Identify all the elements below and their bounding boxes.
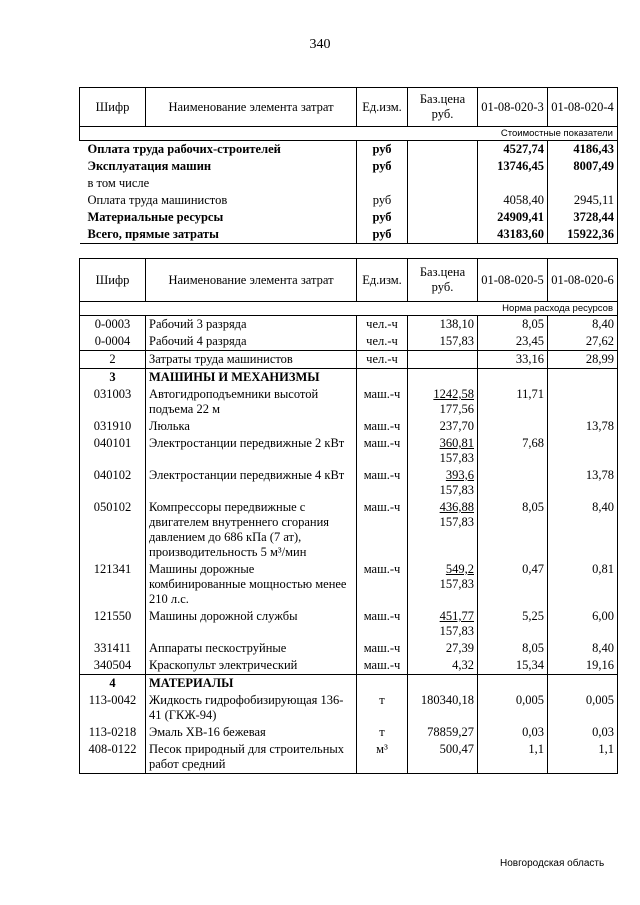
cell-unit: руб <box>357 158 408 175</box>
cell-unit <box>357 675 408 693</box>
header-row <box>80 88 618 127</box>
machinist-wage-value: 177,56 <box>439 402 474 416</box>
cell-base-price <box>408 657 478 675</box>
table-row <box>80 141 618 159</box>
cell-value-1: 15,34 <box>478 657 548 675</box>
machinist-wage-value: 157,83 <box>439 515 474 529</box>
header-col2: 01-08-020-6 <box>548 259 618 302</box>
cell-unit: т <box>357 724 408 741</box>
cell-base-price <box>408 675 478 693</box>
cell-unit: маш.-ч <box>357 418 408 435</box>
machinist-wage-value: 157,83 <box>439 624 474 638</box>
base-price-value: 393,6 <box>445 468 474 482</box>
cell-unit <box>357 369 408 387</box>
cell-value-1 <box>478 467 548 499</box>
cell-base-price <box>408 741 478 774</box>
table-row <box>80 499 618 561</box>
cell-value-2: 0,03 <box>548 724 618 741</box>
header-code: Шифр <box>80 259 146 302</box>
cell-code: 050102 <box>80 499 146 561</box>
base-price-value: 78859,27 <box>427 725 474 739</box>
cell-code: 031910 <box>80 418 146 435</box>
cell-value-1: 5,25 <box>478 608 548 640</box>
table-row <box>80 351 618 369</box>
cell-base-price <box>408 640 478 657</box>
base-price-value: 27,39 <box>445 641 474 655</box>
table-row <box>80 175 618 192</box>
cell-value-2: 6,00 <box>548 608 618 640</box>
cell-code: 113-0218 <box>80 724 146 741</box>
cell-value-1 <box>478 369 548 387</box>
cell-name: Оплата труда машинистов <box>80 192 357 209</box>
cell-value-1 <box>478 418 548 435</box>
cell-name: Оплата труда рабочих-строителей <box>80 141 357 159</box>
cell-value-1: 4058,40 <box>478 192 548 209</box>
cell-value-1 <box>478 675 548 693</box>
cell-name: Жидкость гидрофобизирующая 136-41 (ГКЖ-94) <box>146 692 357 724</box>
subheader-label: Норма расхода ресурсов <box>80 302 618 316</box>
cell-code: 3 <box>80 369 146 387</box>
table-row <box>80 692 618 724</box>
subheader-row <box>80 127 618 141</box>
cell-base-price <box>408 141 478 159</box>
cost-indicators-table <box>79 87 618 244</box>
cell-unit: маш.-ч <box>357 657 408 675</box>
cell-code: 040102 <box>80 467 146 499</box>
cell-base-price <box>408 608 478 640</box>
table-row <box>80 724 618 741</box>
cell-unit: маш.-ч <box>357 608 408 640</box>
cell-value-1: 0,47 <box>478 561 548 608</box>
cell-code: 040101 <box>80 435 146 467</box>
cell-value-1: 11,71 <box>478 386 548 418</box>
cell-name: Рабочий 4 разряда <box>146 333 357 351</box>
base-price-value: 500,47 <box>439 742 474 756</box>
table-row <box>80 741 618 774</box>
cell-base-price <box>408 316 478 334</box>
cell-name: в том числе <box>80 175 357 192</box>
table-row <box>80 467 618 499</box>
cell-name: Компрессоры передвижные с двигателем внутреннего сгорания давлением до 686 кПа (7 ат), производительность 5 м³/мин <box>146 499 357 561</box>
cell-name: МАШИНЫ И МЕХАНИЗМЫ <box>146 369 357 387</box>
cell-code: 2 <box>80 351 146 369</box>
cell-value-2: 8,40 <box>548 499 618 561</box>
cell-value-2: 13,78 <box>548 467 618 499</box>
table-row <box>80 657 618 675</box>
cell-value-2: 19,16 <box>548 657 618 675</box>
header-base-price: Баз.цена руб. <box>408 88 478 127</box>
header-col1: 01-08-020-5 <box>478 259 548 302</box>
cell-base-price <box>408 467 478 499</box>
cell-name: Автогидроподъемники высотой подъема 22 м <box>146 386 357 418</box>
cell-value-1: 43183,60 <box>478 226 548 244</box>
cell-code: 121341 <box>80 561 146 608</box>
cell-name: Материальные ресурсы <box>80 209 357 226</box>
cell-value-2 <box>548 386 618 418</box>
cell-base-price <box>408 226 478 244</box>
cell-value-1: 0,005 <box>478 692 548 724</box>
cell-value-2: 15922,36 <box>548 226 618 244</box>
base-price-value: 157,83 <box>439 334 474 348</box>
table-row <box>80 608 618 640</box>
cell-value-2 <box>548 435 618 467</box>
machinist-wage-value: 157,83 <box>439 483 474 497</box>
cell-value-2: 13,78 <box>548 418 618 435</box>
cell-base-price <box>408 418 478 435</box>
header-unit: Ед.изм. <box>357 259 408 302</box>
cell-value-2: 27,62 <box>548 333 618 351</box>
cell-name: Аппараты пескоструйные <box>146 640 357 657</box>
footer-region: Новгородская область <box>500 858 605 869</box>
cell-value-2: 8,40 <box>548 316 618 334</box>
cell-value-2: 0,81 <box>548 561 618 608</box>
cell-base-price <box>408 175 478 192</box>
cell-code: 031003 <box>80 386 146 418</box>
cell-code: 340504 <box>80 657 146 675</box>
section-row <box>80 369 618 387</box>
cell-value-2: 1,1 <box>548 741 618 774</box>
cell-name: Краскопульт электрический <box>146 657 357 675</box>
cell-value-1: 8,05 <box>478 316 548 334</box>
cell-base-price <box>408 192 478 209</box>
cell-base-price <box>408 158 478 175</box>
cell-name: Песок природный для строительных работ средний <box>146 741 357 774</box>
cell-value-1: 4527,74 <box>478 141 548 159</box>
cell-value-2: 28,99 <box>548 351 618 369</box>
table-row <box>80 561 618 608</box>
base-price-value: 180340,18 <box>420 693 474 707</box>
cell-base-price <box>408 499 478 561</box>
cell-name: Затраты труда машинистов <box>146 351 357 369</box>
cell-value-2: 3728,44 <box>548 209 618 226</box>
cell-base-price <box>408 561 478 608</box>
cell-value-1: 33,16 <box>478 351 548 369</box>
header-name: Наименование элемента затрат <box>146 259 357 302</box>
cell-value-2 <box>548 675 618 693</box>
cell-code: 331411 <box>80 640 146 657</box>
cell-unit: м³ <box>357 741 408 774</box>
cell-code: 0-0004 <box>80 333 146 351</box>
cell-name: Электростанции передвижные 4 кВт <box>146 467 357 499</box>
header-row <box>80 259 618 302</box>
table-row <box>80 435 618 467</box>
page-number: 340 <box>309 37 331 52</box>
cell-unit: руб <box>357 209 408 226</box>
header-code: Шифр <box>80 88 146 127</box>
section-row <box>80 675 618 693</box>
cell-unit: руб <box>357 141 408 159</box>
base-price-value: 4,32 <box>452 658 474 672</box>
cell-name: Электростанции передвижные 2 кВт <box>146 435 357 467</box>
machinist-wage-value: 157,83 <box>439 577 474 591</box>
table-row <box>80 316 618 334</box>
cell-unit: маш.-ч <box>357 499 408 561</box>
cell-name: Эмаль ХВ-16 бежевая <box>146 724 357 741</box>
cell-value-1: 8,05 <box>478 499 548 561</box>
cell-value-2 <box>548 175 618 192</box>
cell-unit: т <box>357 692 408 724</box>
cell-unit: руб <box>357 226 408 244</box>
cell-base-price <box>408 209 478 226</box>
cell-value-2: 4186,43 <box>548 141 618 159</box>
cell-unit: руб <box>357 192 408 209</box>
cell-name: МАТЕРИАЛЫ <box>146 675 357 693</box>
subheader-label: Стоимостные показатели <box>80 127 618 141</box>
base-price-value: 237,70 <box>439 419 474 433</box>
header-unit: Ед.изм. <box>357 88 408 127</box>
cell-base-price <box>408 351 478 369</box>
cell-value-2 <box>548 369 618 387</box>
cell-value-2: 8,40 <box>548 640 618 657</box>
base-price-value: 549,2 <box>445 562 474 576</box>
cell-value-1: 8,05 <box>478 640 548 657</box>
cell-value-1: 1,1 <box>478 741 548 774</box>
base-price-value: 436,88 <box>439 500 474 514</box>
cell-value-1: 13746,45 <box>478 158 548 175</box>
cell-code: 4 <box>80 675 146 693</box>
table-row <box>80 158 618 175</box>
cell-unit: чел.-ч <box>357 316 408 334</box>
machinist-wage-value: 157,83 <box>439 451 474 465</box>
cell-unit <box>357 175 408 192</box>
cell-value-1: 24909,41 <box>478 209 548 226</box>
cell-code: 121550 <box>80 608 146 640</box>
cell-unit: чел.-ч <box>357 333 408 351</box>
cell-base-price <box>408 369 478 387</box>
table-row <box>80 209 618 226</box>
cell-code: 408-0122 <box>80 741 146 774</box>
cell-value-1: 0,03 <box>478 724 548 741</box>
cell-code: 0-0003 <box>80 316 146 334</box>
cell-base-price <box>408 333 478 351</box>
base-price-value: 451,77 <box>439 609 474 623</box>
cell-unit: маш.-ч <box>357 467 408 499</box>
cell-name: Машины дорожной службы <box>146 608 357 640</box>
base-price-value: 360,81 <box>439 436 474 450</box>
table-row <box>80 192 618 209</box>
header-name: Наименование элемента затрат <box>146 88 357 127</box>
table-row <box>80 640 618 657</box>
base-price-value: 1242,58 <box>433 387 474 401</box>
cell-value-2: 8007,49 <box>548 158 618 175</box>
cell-code: 113-0042 <box>80 692 146 724</box>
cell-base-price <box>408 435 478 467</box>
cell-base-price <box>408 724 478 741</box>
table-row <box>80 226 618 244</box>
resource-norms-table <box>79 258 618 774</box>
cell-base-price <box>408 692 478 724</box>
base-price-value: 138,10 <box>439 317 474 331</box>
cell-name: Рабочий 3 разряда <box>146 316 357 334</box>
header-col1: 01-08-020-3 <box>478 88 548 127</box>
cell-name: Машины дорожные комбинированные мощностью менее 210 л.с. <box>146 561 357 608</box>
cell-value-1: 23,45 <box>478 333 548 351</box>
cell-value-1 <box>478 175 548 192</box>
cell-name: Люлька <box>146 418 357 435</box>
cell-name: Всего, прямые затраты <box>80 226 357 244</box>
cell-value-2: 0,005 <box>548 692 618 724</box>
cell-unit: чел.-ч <box>357 351 408 369</box>
table-row <box>80 418 618 435</box>
header-base-price: Баз.цена руб. <box>408 259 478 302</box>
cell-base-price <box>408 386 478 418</box>
header-col2: 01-08-020-4 <box>548 88 618 127</box>
cell-unit: маш.-ч <box>357 561 408 608</box>
cell-unit: маш.-ч <box>357 386 408 418</box>
cell-unit: маш.-ч <box>357 640 408 657</box>
cell-value-1: 7,68 <box>478 435 548 467</box>
cell-unit: маш.-ч <box>357 435 408 467</box>
subheader-row <box>80 302 618 316</box>
cell-name: Эксплуатация машин <box>80 158 357 175</box>
cell-value-2: 2945,11 <box>548 192 618 209</box>
table-row <box>80 333 618 351</box>
table-row <box>80 386 618 418</box>
